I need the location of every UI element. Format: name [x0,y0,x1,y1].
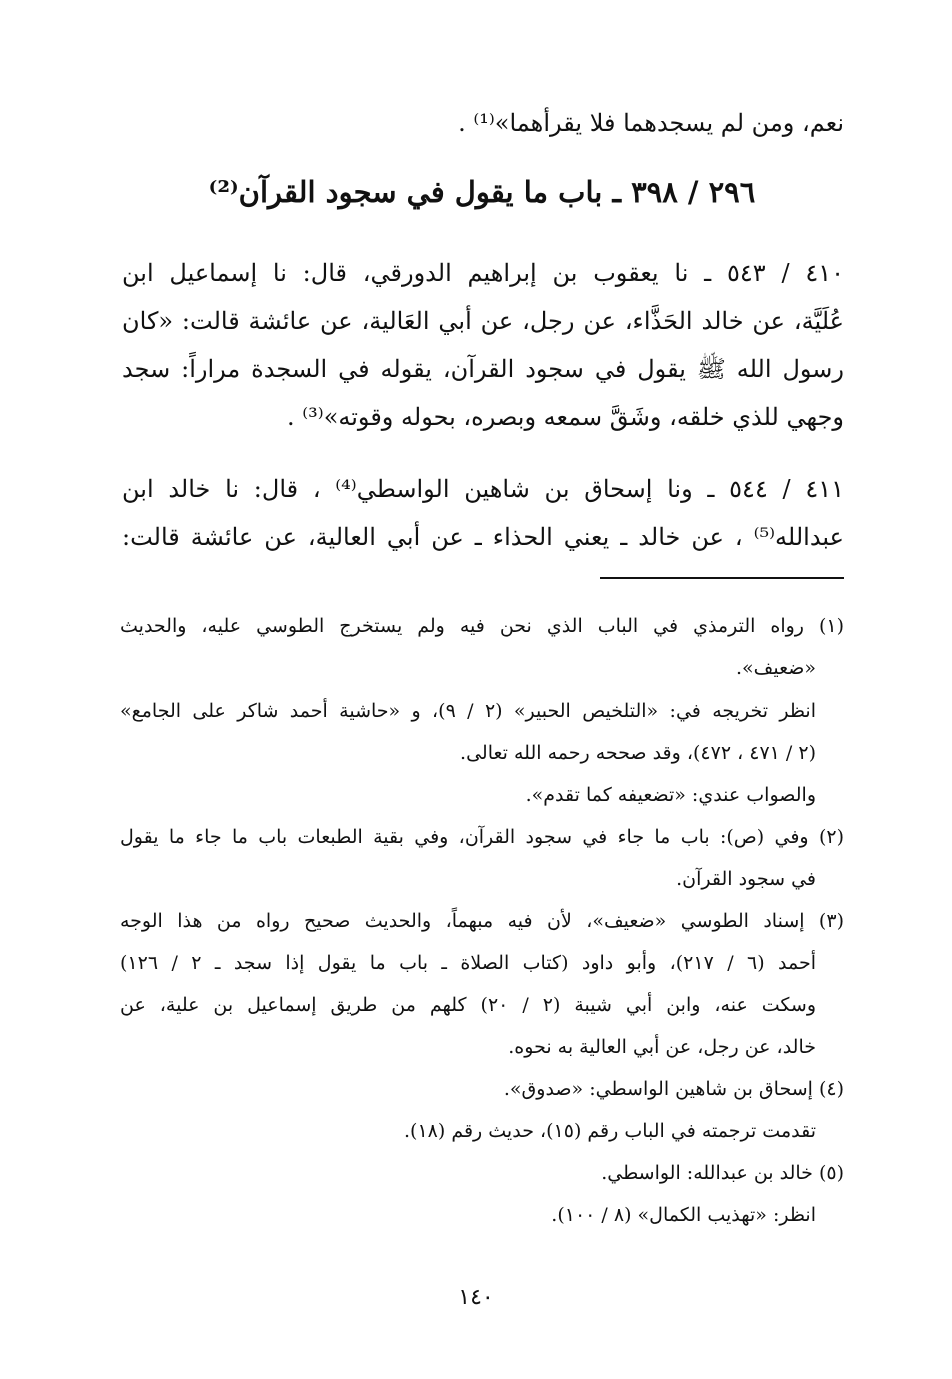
page-number: ١٤٠ [458,1285,494,1310]
footnote-3-line-1: (٣) إسناد الطوسي «ضعيف»، لأن فيه مبهماً، والحديث صحيح رواه من هذا الوجه [120,910,844,932]
footnote-5-line-2: انظر: «تهذيب الكمال» (٨ / ١٠٠). [551,1204,816,1226]
footnote-3-line-3: وسكت عنه، وابن أبي شيبة (٢ / ٢٠) كلهم من طريق إسماعيل بن علية، عن [120,994,816,1016]
hadith-410-line-2: عُلَيَّة، عن خالد الحَذَّاء، عن رجل، عن أبي العَالية، عن عائشة قالت: «كان [122,307,844,335]
footnote-3-line-4: خالد، عن رجل، عن أبي العالية به نحوه. [508,1036,816,1058]
footnote-1-line-2: «ضعيف». [736,657,816,679]
footnote-4-line-1: (٤) إسحاق بن شاهين الواسطي: «صدوق». [503,1078,844,1100]
footnote-3-line-2: أحمد (٦ / ٢١٧)، وأبو داود (كتاب الصلاة ـ باب ما يقول إذا سجد ـ ٢ / ١٢٦) [120,952,817,974]
footnote-5-line-1: (٥) خالد بن عبدالله: الواسطي. [601,1162,844,1184]
footnote-4-line-2: تقدمت ترجمته في الباب رقم (١٥)، حديث رقم (١٨). [404,1120,816,1142]
continuation-line: نعم، ومن لم يسجدهما فلا يقرأهما»⁽¹⁾ . [458,109,844,137]
chapter-heading: ٢٩٦ / ٣٩٨ ـ باب ما يقول في سجود القرآن⁽²⁾ [208,175,756,209]
hadith-411-line-1: ٤١١ / ٥٤٤ ـ ونا إسحاق بن شاهين الواسطي⁽⁴⁾ ، قال: نا خالد ابن [122,475,845,503]
footnote-1-line-1: (١) رواه الترمذي في الباب الذي نحن فيه ولم يستخرج الطوسي عليه، والحديث [120,615,844,637]
hadith-410-line-3: رسول الله ﷺ يقول في سجود القرآن، يقوله في السجدة مراراً: سجد [122,355,844,383]
hadith-410-line-4: وجهي للذي خلقه، وشَقَّ سمعه وبصره، بحوله وقوته»⁽³⁾ . [287,403,844,431]
footnote-1-line-4: (٢ / ٤٧١ ، ٤٧٢)، وقد صححه رحمه الله تعالى. [460,742,816,764]
hadith-411-line-2: عبدالله⁽⁵⁾ ، عن خالد ـ يعني الحذاء ـ عن أبي العالية، عن عائشة قالت: [122,523,844,551]
footnote-2-line-2: في سجود القرآن. [676,868,816,890]
footnote-1-line-3: انظر تخريجه في: «التلخيص الحبير» (٢ / ٩)، و «حاشية أحمد شاكر على الجامع» [120,700,816,722]
footnote-1-line-5: والصواب عندي: «تضعيفه كما تقدم». [525,784,816,806]
hadith-410-line-1: ٤١٠ / ٥٤٣ ـ نا يعقوب بن إبراهيم الدورقي، قال: نا إسماعيل ابن [122,259,844,287]
footnote-2-line-1: (٢) وفي (ص): باب ما جاء في سجود القرآن، وفي بقية الطبعات باب ما جاء ما يقول [120,826,844,848]
footnote-separator [600,577,844,579]
